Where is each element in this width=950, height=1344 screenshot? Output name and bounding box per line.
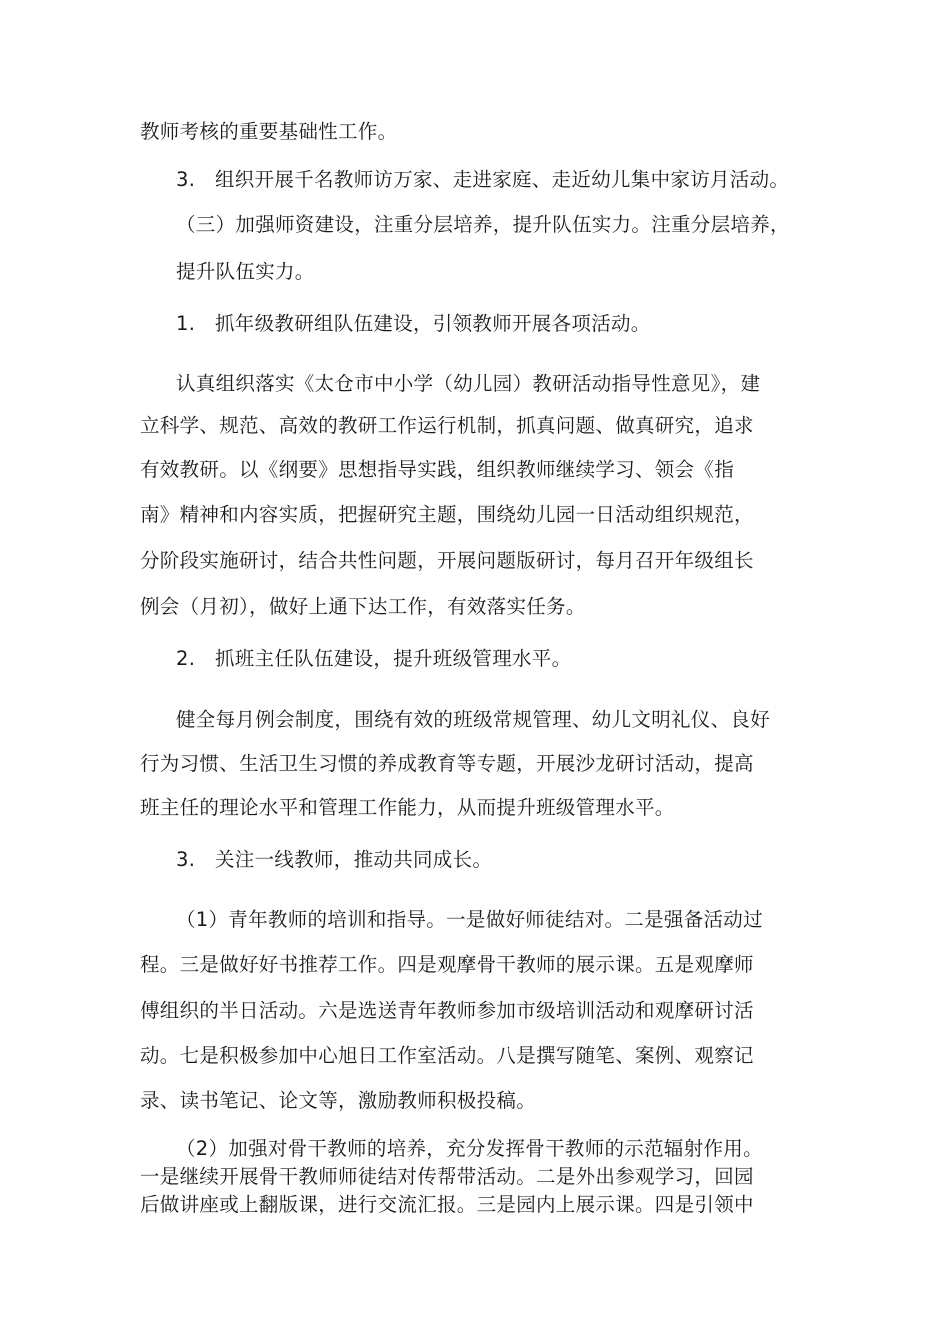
text-line: 例会（月初），做好上通下达工作，有效落实任务。: [140, 595, 586, 618]
text-line: 程。三是做好好书推荐工作。四是观摩骨干教师的展示课。五是观摩师: [140, 953, 754, 976]
text-line: 健全每月例会制度，围绕有效的班级常规管理、幼儿文明礼仪、良好: [176, 708, 771, 731]
text-line: 录、读书笔记、论文等，激励教师积极投稿。: [140, 1089, 537, 1112]
text-line: 提升队伍实力。: [176, 260, 315, 283]
text-line: 教师考核的重要基础性工作。: [140, 120, 398, 143]
text-line: 立科学、规范、高效的教研工作运行机制，抓真问题、做真研究，追求: [140, 414, 754, 437]
text-line: 动。七是积极参加中心旭日工作室活动。八是撰写随笔、案例、观察记: [140, 1044, 754, 1067]
text-line: 南》精神和内容实质，把握研究主题，围绕幼儿园一日活动组织规范，: [140, 503, 754, 526]
text-line: 后做讲座或上翻版课，进行交流汇报。三是园内上展示课。四是引领中: [140, 1193, 754, 1216]
text-line: 认真组织落实《太仓市中小学（幼儿园）教研活动指导性意见》，建: [176, 372, 761, 395]
text-line: （三）加强师资建设，注重分层培养，提升队伍实力。注重分层培养，: [176, 213, 790, 236]
text-line: 一是继续开展骨干教师师徒结对传帮带活动。二是外出参观学习，回园: [140, 1165, 754, 1188]
text-line: 3. 关注一线教师，推动共同成长。: [176, 848, 493, 871]
text-line: 有效教研。以《纲要》思想指导实践，组织教师继续学习、领会《指: [140, 458, 735, 481]
text-line: 3. 组织开展千名教师访万家、走进家庭、走近幼儿集中家访月活动。: [176, 168, 790, 191]
text-line: 傅组织的半日活动。六是选送青年教师参加市级培训活动和观摩研讨活: [140, 999, 754, 1022]
text-line: 1. 抓年级教研组队伍建设，引领教师开展各项活动。: [176, 312, 651, 335]
text-line: （1）青年教师的培训和指导。一是做好师徒结对。二是强备活动过: [176, 908, 763, 931]
text-line: 2. 抓班主任队伍建设，提升班级管理水平。: [176, 647, 572, 670]
text-line: 班主任的理论水平和管理工作能力，从而提升班级管理水平。: [140, 796, 675, 819]
text-line: 分阶段实施研讨，结合共性问题，开展问题版研讨，每月召开年级组长: [140, 549, 754, 572]
text-line: （2）加强对骨干教师的培养，充分发挥骨干教师的示范辐射作用。: [176, 1137, 763, 1160]
text-line: 行为习惯、生活卫生习惯的养成教育等专题，开展沙龙研讨活动，提高: [140, 752, 754, 775]
